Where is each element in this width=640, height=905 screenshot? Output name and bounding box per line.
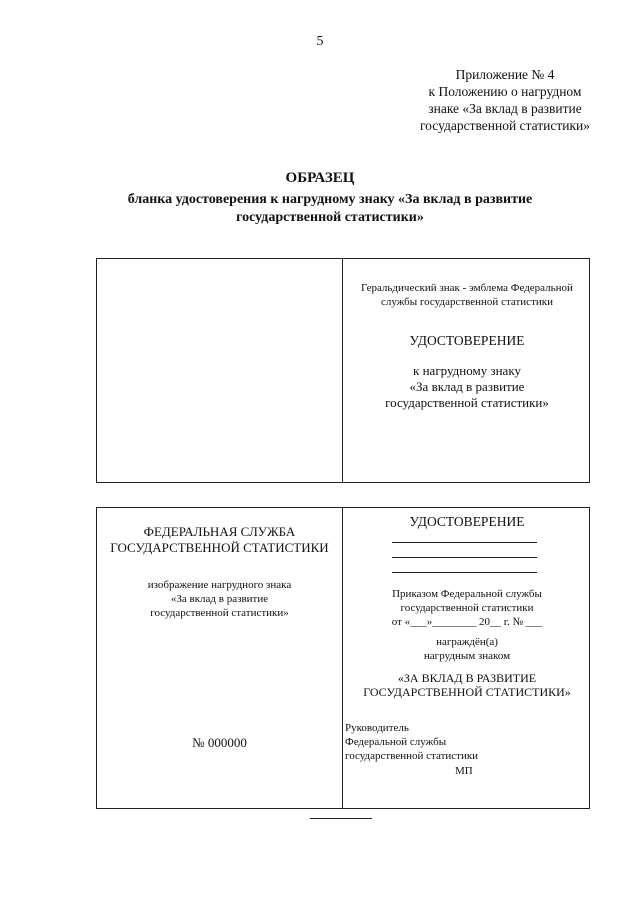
fold-line bbox=[342, 508, 343, 808]
head-signature-line: государственной статистики bbox=[345, 750, 479, 762]
badge-name-line: «ЗА ВКЛАД В РАЗВИТИЕ bbox=[397, 671, 537, 685]
document-title: ОБРАЗЕЦ bbox=[285, 170, 355, 186]
recipient-name-line bbox=[392, 542, 537, 543]
certificate-number: № 000000 bbox=[192, 735, 247, 750]
certificate-cover-spread bbox=[96, 258, 590, 483]
emblem-caption-line: Геральдический знак - эмблема Федеральной bbox=[361, 282, 573, 294]
cover-caption-line: «За вклад в развитие bbox=[409, 379, 525, 394]
badge-image-line: государственной статистики» bbox=[150, 607, 289, 619]
subtitle-line: бланка удостоверения к нагрудному знаку «За вклад в развитие bbox=[127, 192, 533, 207]
emblem-caption-line: службы государственной статистики bbox=[381, 296, 553, 308]
badge-image-line: «За вклад в развитие bbox=[170, 593, 269, 605]
appendix-line: знаке «За вклад в развитие bbox=[428, 101, 582, 116]
appendix-note bbox=[380, 66, 630, 134]
cover-doc-title: УДОСТОВЕРЕНИЕ bbox=[409, 333, 525, 348]
certificate-inner-spread bbox=[96, 507, 590, 809]
document-subtitle bbox=[80, 191, 580, 227]
inner-doc-title: УДОСТОВЕРЕНИЕ bbox=[409, 514, 525, 529]
organization-line: ФЕДЕРАЛЬНАЯ СЛУЖБА bbox=[143, 524, 296, 539]
emblem-caption bbox=[347, 281, 587, 309]
cover-badge-caption bbox=[347, 363, 587, 411]
appendix-line: к Положению о нагрудном bbox=[428, 84, 582, 99]
page-number: 5 bbox=[316, 34, 324, 49]
organization-line: ГОСУДАРСТВЕННОЙ СТАТИСТИКИ bbox=[110, 540, 329, 555]
order-line: государственной статистики bbox=[400, 602, 534, 614]
recipient-name-line bbox=[392, 557, 537, 558]
recipient-name-line bbox=[392, 572, 537, 573]
order-reference bbox=[347, 587, 587, 629]
badge-name-line: ГОСУДАРСТВЕННОЙ СТАТИСТИКИ» bbox=[363, 685, 571, 699]
cover-caption-line: государственной статистики» bbox=[385, 395, 549, 410]
organization-name bbox=[97, 524, 342, 556]
appendix-line: государственной статистики» bbox=[419, 118, 591, 133]
awarded-text bbox=[347, 635, 587, 663]
badge-name bbox=[347, 671, 587, 699]
order-line: Приказом Федеральной службы bbox=[392, 588, 542, 600]
stamp-place: МП bbox=[455, 765, 473, 777]
footer-separator bbox=[310, 818, 372, 819]
head-signature-line: Федеральной службы bbox=[345, 736, 447, 748]
badge-image-line: изображение нагрудного знака bbox=[147, 579, 292, 591]
badge-image-placeholder bbox=[97, 578, 342, 620]
head-signature-line: Руководитель bbox=[345, 722, 409, 734]
head-signature-block bbox=[345, 721, 585, 763]
appendix-line: Приложение № 4 bbox=[455, 67, 555, 82]
order-line: от «___»________ 20__ г. № ___ bbox=[391, 616, 543, 628]
awarded-line: награждён(а) bbox=[436, 636, 498, 648]
cover-caption-line: к нагрудному знаку bbox=[413, 363, 521, 378]
awarded-line: нагрудным знаком bbox=[423, 650, 511, 662]
subtitle-line: государственной статистики» bbox=[236, 210, 424, 225]
fold-line bbox=[342, 259, 343, 482]
